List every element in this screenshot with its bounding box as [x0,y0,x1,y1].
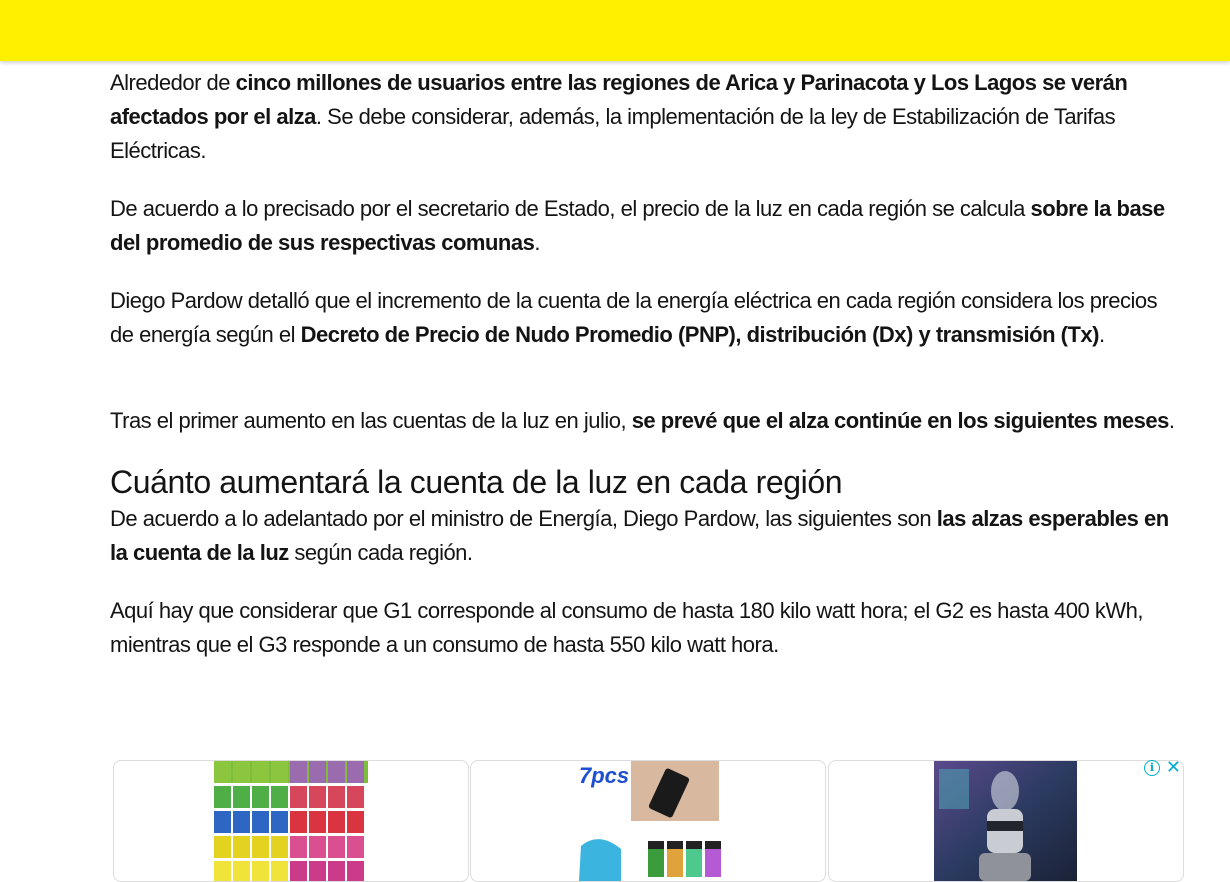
ad-close-icon[interactable]: ✕ [1165,757,1181,778]
paragraph-consumption-tiers [110,594,1185,662]
ad-card-humidifier[interactable] [828,757,1184,882]
ad-info-icon[interactable]: i [1144,760,1160,776]
paragraph-price-calculation [110,192,1185,260]
bold-text: se prevé que el alza continúe en los siguientes meses [631,408,1169,433]
text: Aquí hay que considerar que G1 corresponde al consumo de hasta 180 kilo watt hora; el G2 es hasta 400 kWh, mientras que el G3 responde a un consumo de hasta 550 kilo watt hora. [110,598,1143,657]
ad-card-essential-oils[interactable] [470,760,826,882]
paragraph-pardow-detail [110,284,1185,352]
bold-text: las alzas esperables en la cuenta de la luz [110,506,1169,565]
text: . [1098,322,1105,347]
paragraph-future-increase [110,404,1185,438]
ad-image-car-humidifier [829,757,1183,881]
bold-text: sobre la base del promedio de sus respectivas comunas [110,196,1165,255]
bold-text: cinco millones de usuarios entre las regiones de Arica y Parinacota y Los Lagos se verán afectados por el alza [110,70,1128,129]
text: Alrededor de [110,70,236,95]
ad-strip [113,757,1185,880]
text: Diego Pardow detalló que el incremento de la cuenta de la energía eléctrica en cada región considera los precios de energía según el [110,288,1158,347]
section-heading: Cuánto aumentará la cuenta de la luz en cada región [110,464,843,500]
text: . [1168,408,1175,433]
site-header-bar [0,0,1230,61]
ad-image-oil-bottles [471,761,825,881]
text: . [534,230,540,255]
ad-label: 7pcs [579,763,630,788]
paragraph-users-affected [110,66,1185,168]
text: Tras el primer aumento en las cuentas de la luz en julio, [110,408,632,433]
bold-text: Decreto de Precio de Nudo Promedio (PNP), distribución (Dx) y transmisión (Tx) [300,322,1099,347]
text: según cada región. [288,540,473,565]
text: . Se debe considerar, además, la implementación de la ley de Estabilización de Tarifas Eléctricas. [110,104,1116,163]
text: De acuerdo a lo precisado por el secretario de Estado, el precio de la luz en cada región se calcula [110,196,1031,221]
article-body [110,66,1185,662]
ad-card-stickers[interactable] [113,760,469,882]
paragraph-expected-increases [110,502,1185,570]
ad-image-sticker-packs [114,761,468,881]
text: De acuerdo a lo adelantado por el ministro de Energía, Diego Pardow, las siguientes son [110,506,937,531]
adchoices[interactable] [1144,757,1181,778]
